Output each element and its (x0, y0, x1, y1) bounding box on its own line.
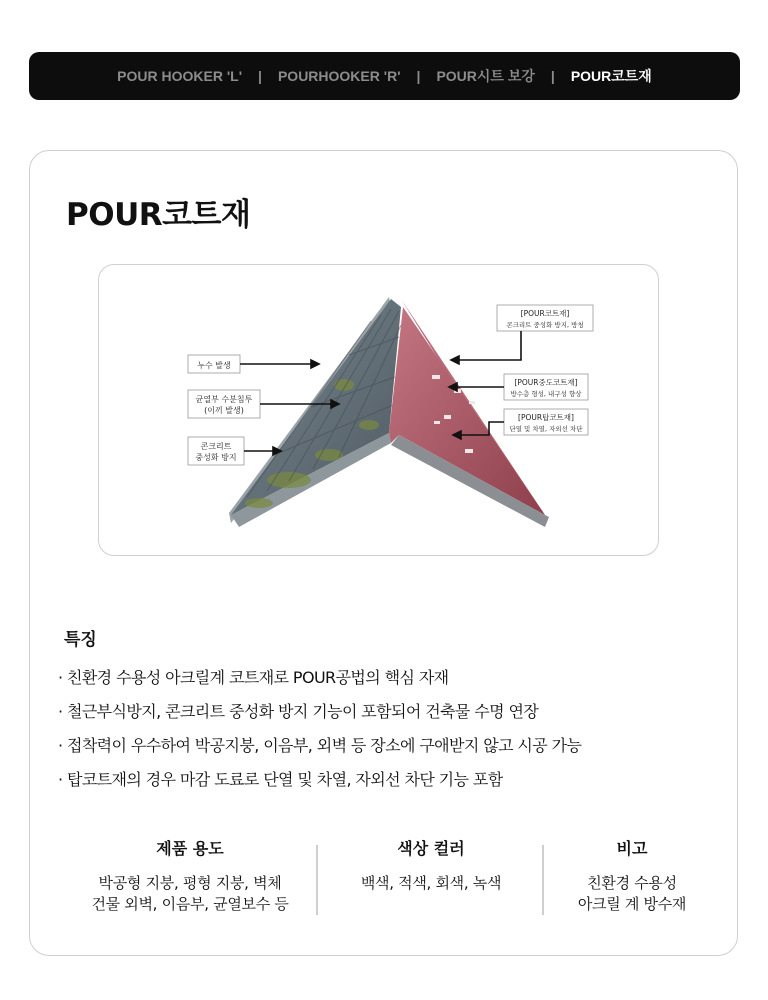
label-midcoat-title: [POUR중도코트재] (514, 378, 578, 387)
product-card (29, 150, 738, 956)
spec-color (320, 837, 542, 894)
spec-usage-heading: 제품 용도 (156, 839, 224, 858)
spec-note (546, 837, 718, 915)
label-crack: 균열부 수분침투 (195, 395, 253, 404)
tab-pour-hooker-r[interactable]: POURHOOKER 'R' (277, 68, 401, 84)
tab-pour-coat[interactable]: POUR코트재 (570, 68, 652, 84)
tab-separator: | (416, 68, 421, 84)
feature-item: · 친환경 수용성 아크릴계 코트재로 POUR공법의 핵심 자재 (58, 668, 449, 687)
roof-illustration (99, 265, 659, 556)
tab-pour-sheet[interactable]: POUR시트 보강 (436, 68, 535, 84)
spec-note-line: 아크릴 계 방수재 (577, 895, 687, 913)
label-moss: (이끼 발생) (204, 406, 244, 415)
product-tab-bar (29, 52, 740, 100)
spec-divider (542, 845, 544, 915)
left-label-concrete (188, 437, 244, 465)
right-label-midcoat (504, 374, 588, 400)
spec-table (30, 837, 737, 927)
roof-diagram (98, 264, 659, 556)
spec-note-heading: 비고 (616, 839, 648, 858)
spec-usage (70, 837, 310, 915)
tab-pour-hooker-l[interactable]: POUR HOOKER 'L' (117, 68, 243, 84)
spec-usage-line: 건물 외벽, 이음부, 균열보수 등 (91, 895, 289, 913)
left-label-leak (188, 355, 240, 373)
features-list (58, 661, 581, 797)
label-topcoat-title: [POUR탑코트재] (518, 413, 574, 422)
right-label-topcoat (504, 409, 588, 435)
tab-separator: | (550, 68, 555, 84)
label-leak: 누수 발생 (197, 361, 231, 370)
spec-color-heading: 색상 컬러 (397, 839, 465, 858)
spec-divider (316, 845, 318, 915)
label-topcoat-desc: 단열 및 차열, 자외선 차단 (509, 425, 583, 433)
page-title: POUR코트재 (66, 197, 251, 233)
label-coat-title: [POUR코트재] (520, 309, 570, 318)
label-neutralization: 중성화 방지 (195, 453, 237, 462)
label-concrete: 콘크리트 (200, 442, 232, 451)
label-coat-desc: 콘크리트 중성화 방지, 방청 (506, 321, 584, 329)
right-label-coat (497, 305, 593, 331)
feature-item: · 철근부식방지, 콘크리트 중성화 방지 기능이 포함되어 건축물 수명 연장 (58, 702, 539, 721)
feature-item: · 탑코트재의 경우 마감 도료로 단열 및 차열, 자외선 차단 기능 포함 (58, 770, 503, 789)
tab-separator: | (258, 68, 262, 84)
label-midcoat-desc: 방수층 형성, 내구성 향상 (510, 390, 582, 398)
feature-item: · 접착력이 우수하여 박공지붕, 이음부, 외벽 등 장소에 구애받지 않고 시공 가능 (58, 736, 582, 755)
spec-color-line: 백색, 적색, 회색, 녹색 (360, 874, 502, 892)
spec-note-line: 친환경 수용성 (587, 874, 677, 892)
spec-usage-line: 박공형 지붕, 평형 지붕, 벽체 (98, 874, 282, 892)
left-label-crack (188, 390, 260, 418)
features-title: 특징 (64, 630, 97, 650)
